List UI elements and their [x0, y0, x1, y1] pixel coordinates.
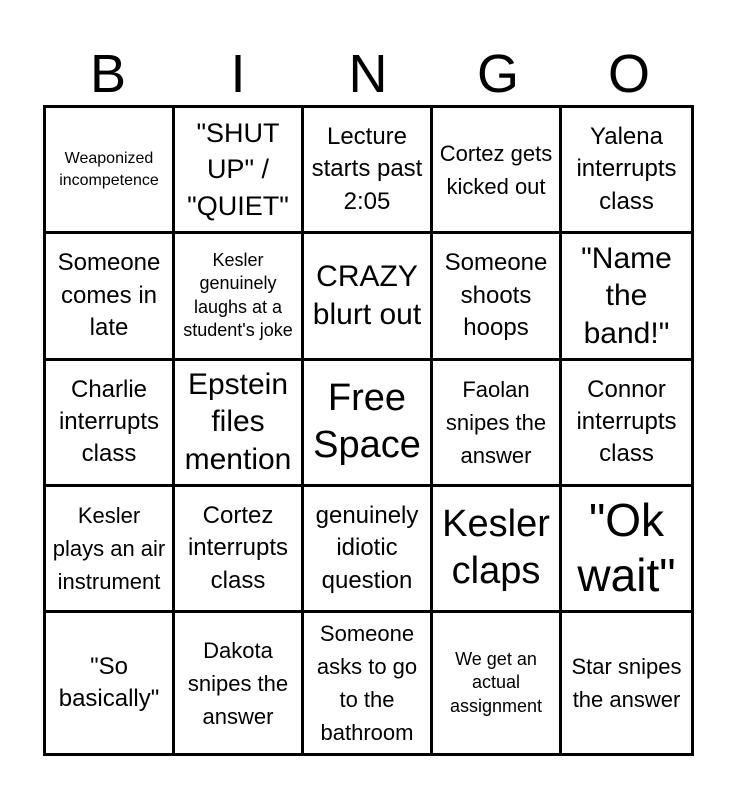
bingo-cell[interactable] [46, 361, 175, 487]
cell-text: Weaponized incompetence [59, 150, 159, 189]
bingo-cell[interactable] [562, 361, 691, 487]
header-letter-o: O [607, 44, 650, 104]
header-letter-g: G [476, 44, 519, 104]
cell-text: Lecture starts past 2:05 [311, 123, 423, 215]
bingo-cell[interactable] [304, 108, 433, 234]
bingo-cell[interactable] [562, 108, 691, 234]
cell-text: genuinely idiotic question [315, 501, 419, 594]
cell-text: "SHUT UP" / "QUIET" [187, 117, 289, 221]
cell-text: "Name the band!" [581, 241, 672, 350]
bingo-cell[interactable] [175, 613, 304, 753]
cell-text: "So basically" [58, 652, 160, 712]
cell-text: Someone asks to go to the bathroom [316, 621, 418, 745]
bingo-cell[interactable] [46, 108, 175, 234]
bingo-cell[interactable] [46, 234, 175, 360]
cell-text: Epstein files mention [184, 367, 292, 476]
cell-text: Yalena interrupts class [576, 123, 677, 215]
bingo-cell[interactable] [175, 234, 304, 360]
bingo-cell[interactable] [433, 234, 562, 360]
cell-text: Free Space [313, 376, 421, 467]
bingo-cell[interactable] [175, 108, 304, 234]
cell-text: CRAZY blurt out [312, 260, 422, 331]
cell-text: Someone shoots hoops [444, 249, 548, 342]
cell-text: Star snipes the answer [571, 654, 682, 712]
cell-text: We get an actual assignment [449, 648, 543, 716]
cell-text: Kesler claps [442, 502, 550, 593]
bingo-cell[interactable] [304, 613, 433, 753]
cell-text: Faolan snipes the answer [445, 376, 547, 468]
bingo-cell[interactable] [433, 108, 562, 234]
cell-text: Kesler genuinely laughs at a student's joke [183, 250, 293, 341]
bingo-cell[interactable] [562, 613, 691, 753]
bingo-grid [43, 105, 694, 756]
bingo-cell[interactable] [304, 234, 433, 360]
header-letter-i: I [230, 44, 246, 104]
bingo-cell[interactable] [433, 613, 562, 753]
cell-text: Charlie interrupts class [58, 375, 160, 468]
bingo-cell[interactable] [46, 487, 175, 613]
cell-text: Connor interrupts class [576, 375, 677, 468]
free-space-cell[interactable] [304, 361, 433, 487]
bingo-cell[interactable] [562, 234, 691, 360]
cell-text: Someone comes in late [57, 249, 161, 342]
bingo-cell[interactable] [433, 361, 562, 487]
bingo-header [43, 44, 694, 104]
cell-text: Kesler plays an air instrument [52, 502, 166, 594]
bingo-cell[interactable] [46, 613, 175, 753]
bingo-cell[interactable] [433, 487, 562, 613]
bingo-cell[interactable] [304, 487, 433, 613]
cell-text: Cortez gets kicked out [439, 140, 553, 199]
bingo-cell[interactable] [175, 361, 304, 487]
bingo-cell[interactable] [562, 487, 691, 613]
header-letter-n: N [348, 44, 388, 104]
cell-text: Dakota snipes the answer [187, 637, 289, 729]
bingo-cell[interactable] [175, 487, 304, 613]
cell-text: Cortez interrupts class [187, 501, 289, 594]
cell-text: "Ok wait" [577, 494, 676, 602]
header-letter-b: B [89, 44, 127, 104]
